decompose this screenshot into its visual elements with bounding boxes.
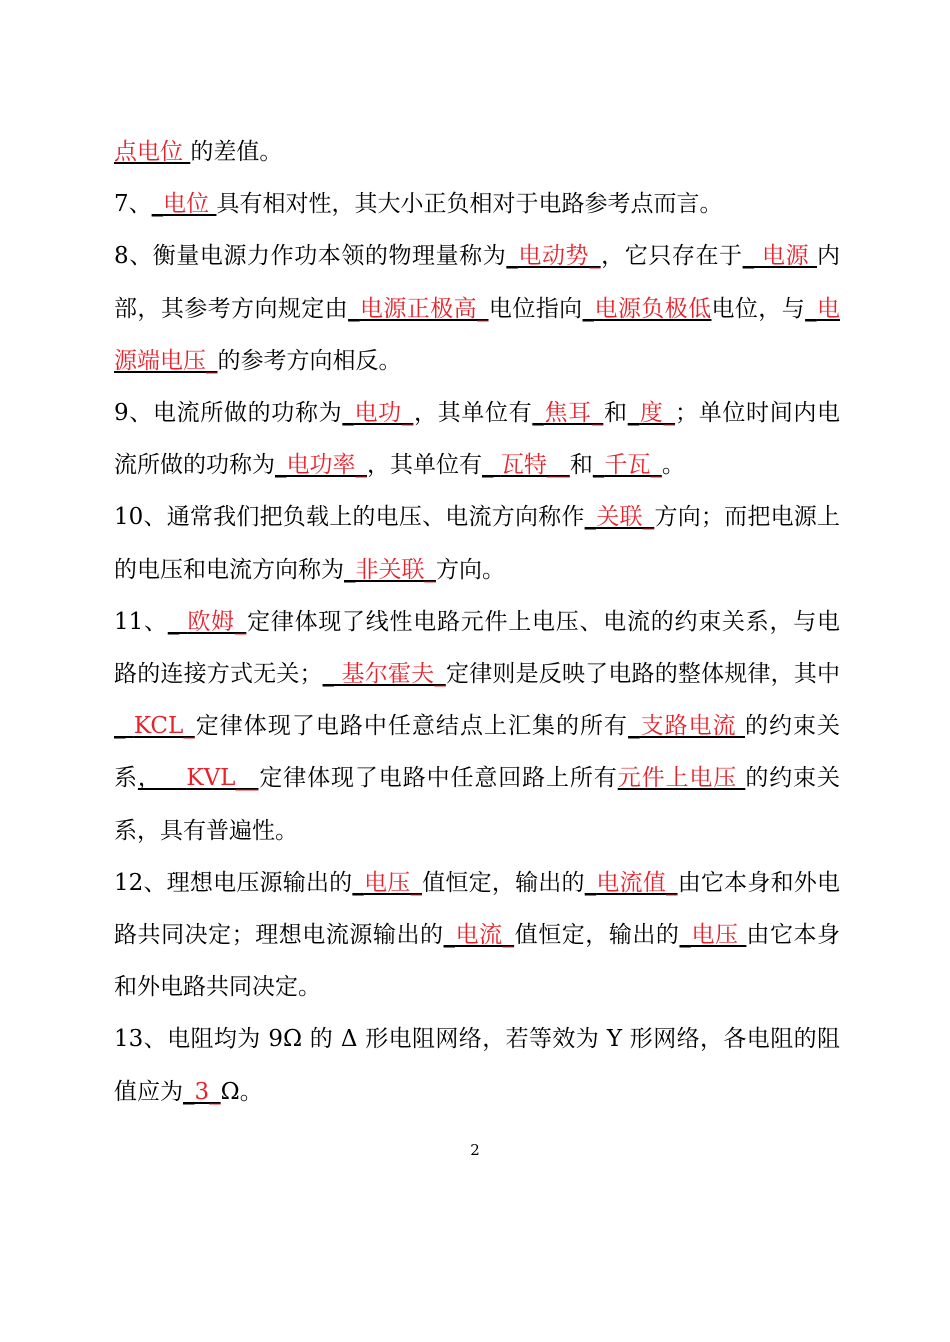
answer-text: 电流值_ xyxy=(596,869,678,896)
question-text: 11、 xyxy=(114,608,168,635)
question-text: 值恒定，输出的 xyxy=(422,869,585,896)
question-text: 的参考方向相反。 xyxy=(217,347,402,374)
blank-line: _ xyxy=(805,295,817,322)
blank-line: _ xyxy=(183,1078,195,1105)
paragraph xyxy=(114,387,840,491)
blank-line: _ xyxy=(482,452,501,479)
answer-text: 3_ xyxy=(194,1078,221,1105)
question-text: 的约束关系，具有普遍性。 xyxy=(114,765,841,844)
blank-line: _ xyxy=(151,191,164,218)
question-text: 电位指向 xyxy=(488,295,583,322)
page-number: 2 xyxy=(470,1141,480,1159)
question-text: ，它只存在于 xyxy=(600,243,743,270)
blank-line: _ xyxy=(584,504,597,531)
answer-text: 电源负极低 xyxy=(594,295,712,322)
blank-line: _ xyxy=(348,295,360,322)
question-text: 的约束关系 xyxy=(114,713,841,792)
blank-line: _ xyxy=(167,608,188,635)
answer-text: 电功_ xyxy=(353,400,414,427)
question-text: 9、电流所做的功称为 xyxy=(114,400,343,427)
blank-line: _ xyxy=(114,713,134,740)
question-text: 10、通常我们把负载上的电压、电流方向称作 xyxy=(114,504,585,531)
paragraph xyxy=(114,596,840,857)
question-text: 8、衡量电源力作功本领的物理量称为 xyxy=(114,243,507,270)
question-text: ，其单位有 xyxy=(367,452,482,479)
blank-line: _ xyxy=(742,243,762,270)
answer-text: 度_ xyxy=(639,400,676,427)
blank-line: _ xyxy=(344,556,356,583)
answer-text: 关联_ xyxy=(596,504,655,531)
question-text: 13、电阻均为 9Ω 的 Δ 形电阻网络，若等效为 Y 形网络，各电阻的阻值应为 xyxy=(114,1026,840,1105)
question-text: 12、理想电压源输出的 xyxy=(114,869,353,896)
answer-text: 电压 xyxy=(690,922,747,949)
paragraph xyxy=(114,1013,840,1117)
answer-text: 焦耳_ xyxy=(543,400,604,427)
answer-text: 电源正极高_ xyxy=(359,295,489,322)
answer-text: 电流_ xyxy=(455,922,515,949)
answer-text: 电位 xyxy=(163,191,217,218)
blank-line: _ xyxy=(592,452,605,479)
answer-text: 千瓦_ xyxy=(604,452,662,479)
question-text: 由它本身和外电路共同决定。 xyxy=(114,922,841,1001)
answer-text: 电压_ xyxy=(363,869,423,896)
answer-text: 非关联_ xyxy=(355,556,436,583)
blank-line: _ xyxy=(443,922,456,949)
paragraph xyxy=(114,126,840,178)
blank-line: _ xyxy=(506,243,518,270)
answer-text: 电功率_ xyxy=(286,452,367,479)
question-text: 7、 xyxy=(114,191,152,218)
blank-line: _ xyxy=(627,400,640,427)
blank-line: _ xyxy=(628,713,640,740)
question-text: 定律则是反映了电路的整体规律，其中 xyxy=(445,661,841,688)
answer-text: 支路电流 xyxy=(639,713,745,740)
answer-text: 电源 xyxy=(762,243,818,270)
paragraph xyxy=(114,230,840,387)
question-text: 定律体现了线性电路元件上电压、电流的约束关系，与电路的连接方式无关； xyxy=(114,608,840,688)
document-body xyxy=(114,126,840,1118)
answer-text: KCL_ xyxy=(133,713,195,740)
blank-line: _ xyxy=(342,400,354,427)
question-text: ；单位时间内电流所做的功称为 xyxy=(114,400,841,479)
question-text: ，其单位有 xyxy=(413,400,533,427)
answer-text: 元件上电压 xyxy=(617,765,746,792)
answer-text: 点电位 xyxy=(114,139,191,165)
answer-text: 瓦特__ xyxy=(500,452,570,479)
blank-line: ， xyxy=(137,765,187,792)
paragraph xyxy=(114,857,840,1014)
blank-line: _ xyxy=(322,661,342,688)
answer-text: 欧姆_ xyxy=(187,608,247,635)
blank-line: _ xyxy=(582,295,595,322)
blank-line: _ xyxy=(352,869,364,896)
paragraph xyxy=(114,491,840,595)
blank-line: _ xyxy=(275,452,287,479)
question-text: 定律体现了电路中任意回路上所有 xyxy=(258,765,618,792)
question-text: 值恒定，输出的 xyxy=(514,922,680,949)
question-text: 由它本身和外电路共同决定；理想电流源输出的 xyxy=(114,869,841,949)
question-text: 和 xyxy=(603,400,628,427)
answer-text: 电动势_ xyxy=(517,243,601,270)
answer-text: 基尔霍夫_ xyxy=(341,661,446,688)
question-text: 。 xyxy=(661,452,685,479)
blank-line: _ xyxy=(679,922,691,949)
question-text: 定律体现了电路中任意结点上汇集的所有 xyxy=(194,713,629,740)
question-text: 内部，其参考方向规定由 xyxy=(114,243,841,322)
blank-line: _ xyxy=(532,400,544,427)
answer-text: 电源端电压_ xyxy=(114,295,840,374)
question-text: 具有相对性，其大小正负相对于电路参考点而言。 xyxy=(216,191,723,218)
question-text: 的差值。 xyxy=(190,139,283,165)
question-text: 和 xyxy=(569,452,593,479)
question-text: 方向。 xyxy=(436,556,505,583)
question-text: Ω。 xyxy=(220,1078,263,1105)
answer-text: KVL__ xyxy=(186,765,259,792)
question-text: 方向；而把电源上的电压和电流方向称为 xyxy=(114,504,840,583)
blank-line: _ xyxy=(584,869,597,896)
paragraph xyxy=(114,178,840,230)
question-text: 电位，与 xyxy=(711,295,806,322)
